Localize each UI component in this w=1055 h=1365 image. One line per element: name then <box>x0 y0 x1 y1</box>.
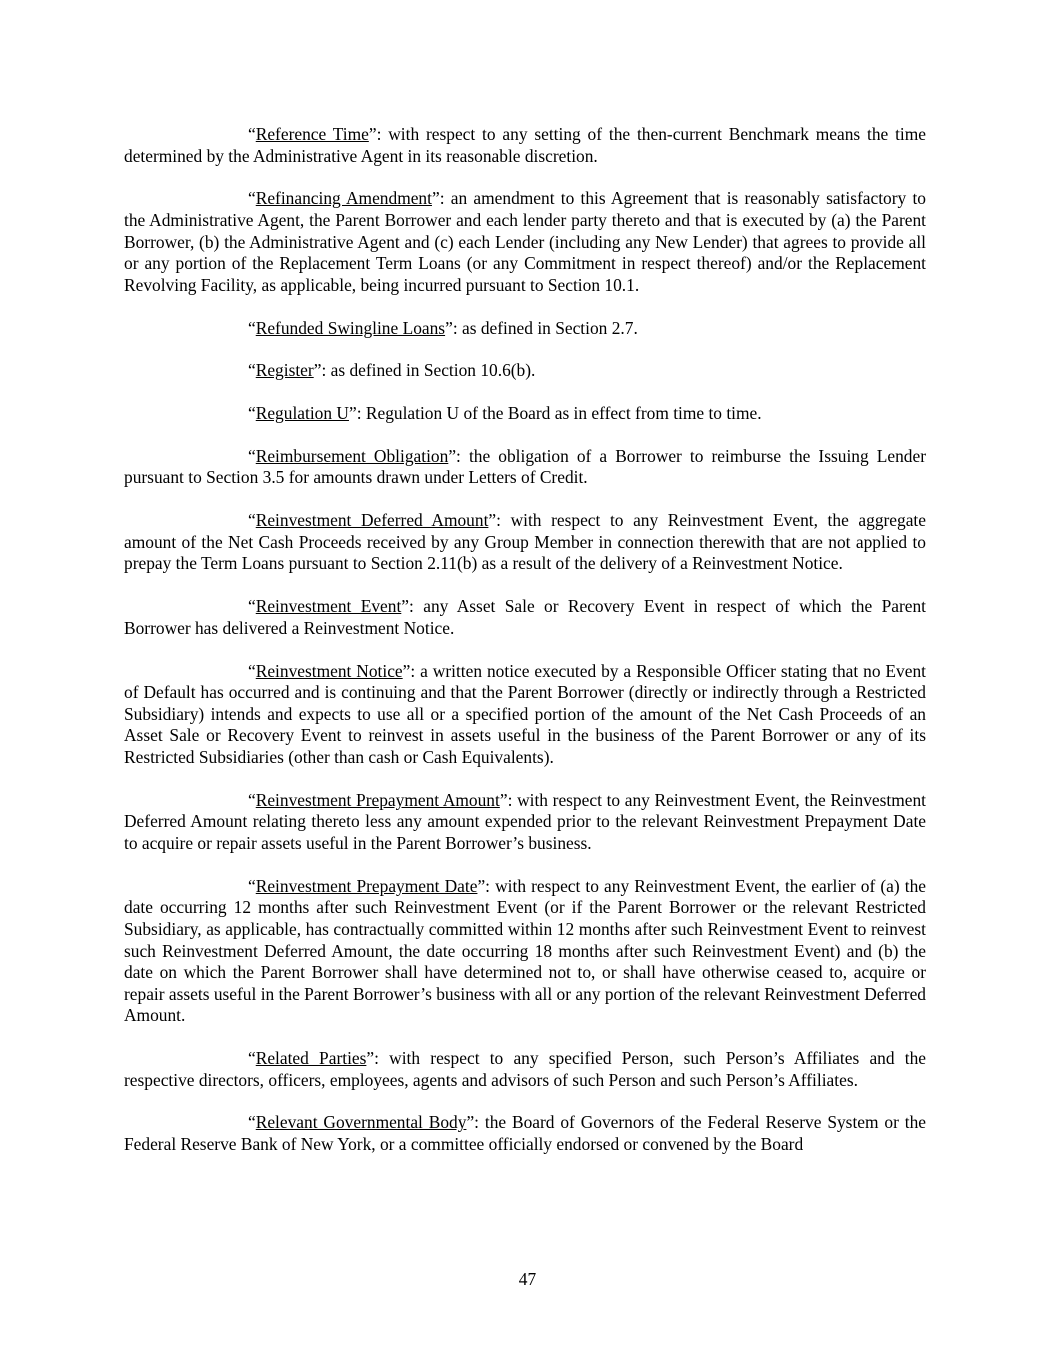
close-quote: ” <box>366 1048 375 1069</box>
page-number: 47 <box>518 1269 537 1289</box>
defined-term: Related Parties <box>255 1048 367 1069</box>
open-quote: “ <box>248 596 256 617</box>
close-quote: ” <box>402 660 411 681</box>
close-quote: ” <box>348 403 357 424</box>
close-quote: ” <box>499 789 508 810</box>
defined-term: Reference Time <box>255 124 369 144</box>
close-quote: ” <box>448 445 457 466</box>
open-quote: “ <box>248 317 256 338</box>
open-quote: “ <box>248 789 256 810</box>
definition-text: : a written notice executed by a Responsible Officer stating that no Event of Default has occurred and is continuing and that the Parent Borrower (directly or indirectly through a Restricted Subsidiary) intends and expects to use all or a specified portion of the amount of the Net Cash Proceeds of an Asset Sale or Recovery Event to reinvest in assets useful in the business of the Parent Borrower or any of its Restricted Subsidiaries (other than cash or Cash Equivalents). <box>124 660 926 767</box>
defined-term: Reinvestment Deferred Amount <box>255 510 489 531</box>
definition-text: : any Asset Sale or Recovery Event in respect of which the Parent Borrower has delivered a Reinvestment Notice. <box>124 596 926 638</box>
definition-reinvestment-event <box>124 596 926 639</box>
close-quote: ” <box>466 1112 475 1133</box>
definition-reference-time <box>124 124 926 167</box>
definition-register <box>124 360 926 382</box>
close-quote: ” <box>477 875 486 896</box>
open-quote: “ <box>248 1048 256 1069</box>
close-quote: ” <box>313 360 322 381</box>
defined-term: Refinancing Amendment <box>255 188 432 209</box>
defined-term: Relevant Governmental Body <box>255 1112 467 1133</box>
open-quote: “ <box>248 1112 256 1133</box>
definition-reinvestment-prepayment-date <box>124 876 926 1027</box>
open-quote: “ <box>248 510 256 531</box>
definition-text: : the Board of Governors of the Federal Reserve System or the Federal Reserve Bank of New York, or a committee officially endorsed or convened by the Board <box>124 1112 926 1155</box>
definition-text: : with respect to any Reinvestment Event, the aggregate amount of the Net Cash Proceeds received by any Group Member in connection therewith that are not applied to prepay the Term Loans pursuant to Section 2.11(b) as a result of the delivery of a Reinvestment Notice. <box>124 510 926 574</box>
definition-text: : the obligation of a Borrower to reimburse the Issuing Lender pursuant to Section 3.5 for amounts drawn under Letters of Credit. <box>124 445 926 488</box>
defined-term: Reinvestment Prepayment Amount <box>255 789 500 810</box>
open-quote: “ <box>248 124 256 144</box>
definition-reinvestment-deferred-amount <box>124 510 926 575</box>
definition-reinvestment-notice <box>124 661 926 769</box>
close-quote: ” <box>368 124 377 144</box>
defined-term: Register <box>255 360 314 381</box>
defined-term: Reinvestment Event <box>255 596 402 617</box>
definition-refinancing-amendment <box>124 188 926 296</box>
definition-text: : with respect to any Reinvestment Event, the Reinvestment Deferred Amount relating thereto less any amount expended prior to the relevant Reinvestment Prepayment Date to acquire or repair assets useful in the Parent Borrower’s business. <box>124 789 926 853</box>
definition-text: : with respect to any setting of the then-current Benchmark means the time determined by the Administrative Agent in its reasonable discretion. <box>124 124 927 166</box>
defined-term: Reimbursement Obligation <box>255 445 449 466</box>
definition-reinvestment-prepayment-amount <box>124 790 926 855</box>
defined-term: Reinvestment Prepayment Date <box>255 875 478 896</box>
definition-text: : with respect to any Reinvestment Event, the earlier of (a) the date occurring 12 months after such Reinvestment Event (or if the Parent Borrower or the relevant Restricted Subsidiary, as applicable, has contractually committed within 12 months after such Reinvestment Event to reinvest such Reinvestment Deferred Amount, the date occurring 18 months after such Reinvestment Event) and (b) the date on which the Parent Borrower shall have determined not to, or shall have otherwise ceased to, acquire or repair assets useful in the Parent Borrower’s business with all or any portion of the relevant Reinvestment Deferred Amount. <box>124 875 926 1026</box>
close-quote: ” <box>401 596 410 617</box>
open-quote: “ <box>248 445 256 466</box>
close-quote: ” <box>431 188 440 209</box>
definition-text: : Regulation U of the Board as in effect from time to time. <box>356 403 762 424</box>
open-quote: “ <box>248 875 256 896</box>
definition-relevant-governmental-body <box>124 1112 926 1155</box>
definition-related-parties <box>124 1048 926 1091</box>
open-quote: “ <box>248 403 256 424</box>
definition-text: : as defined in Section 10.6(b). <box>321 360 536 381</box>
defined-term: Reinvestment Notice <box>255 660 403 681</box>
close-quote: ” <box>445 317 453 338</box>
open-quote: “ <box>248 360 256 381</box>
definition-reimbursement-obligation <box>124 446 926 489</box>
open-quote: “ <box>248 188 256 209</box>
open-quote: “ <box>248 660 256 681</box>
definition-text: : as defined in Section 2.7. <box>452 317 638 338</box>
document-page <box>124 124 926 1177</box>
close-quote: ” <box>488 510 497 531</box>
defined-term: Refunded Swingline Loans <box>255 317 446 338</box>
definition-regulation-u <box>124 403 926 425</box>
definition-text: : an amendment to this Agreement that is reasonably satisfactory to the Administrative Agent, the Parent Borrower and each lender party thereto and that is executed by (a) the Parent Borrower, (b) the Administrative Agent and (c) each Lender (including any New Lender) that agrees to provide all or any portion of the Replacement Term Loans (or any Commitment in respect thereof) and/or the Replacement Revolving Facility, as applicable, being incurred pursuant to Section 10.1. <box>124 188 926 295</box>
definition-text: : with respect to any specified Person, such Person’s Affiliates and the respective directors, officers, employees, agents and advisors of such Person and such Person’s Affiliates. <box>124 1048 927 1090</box>
defined-term: Regulation U <box>255 403 349 424</box>
definition-refunded-swingline-loans <box>124 318 926 340</box>
